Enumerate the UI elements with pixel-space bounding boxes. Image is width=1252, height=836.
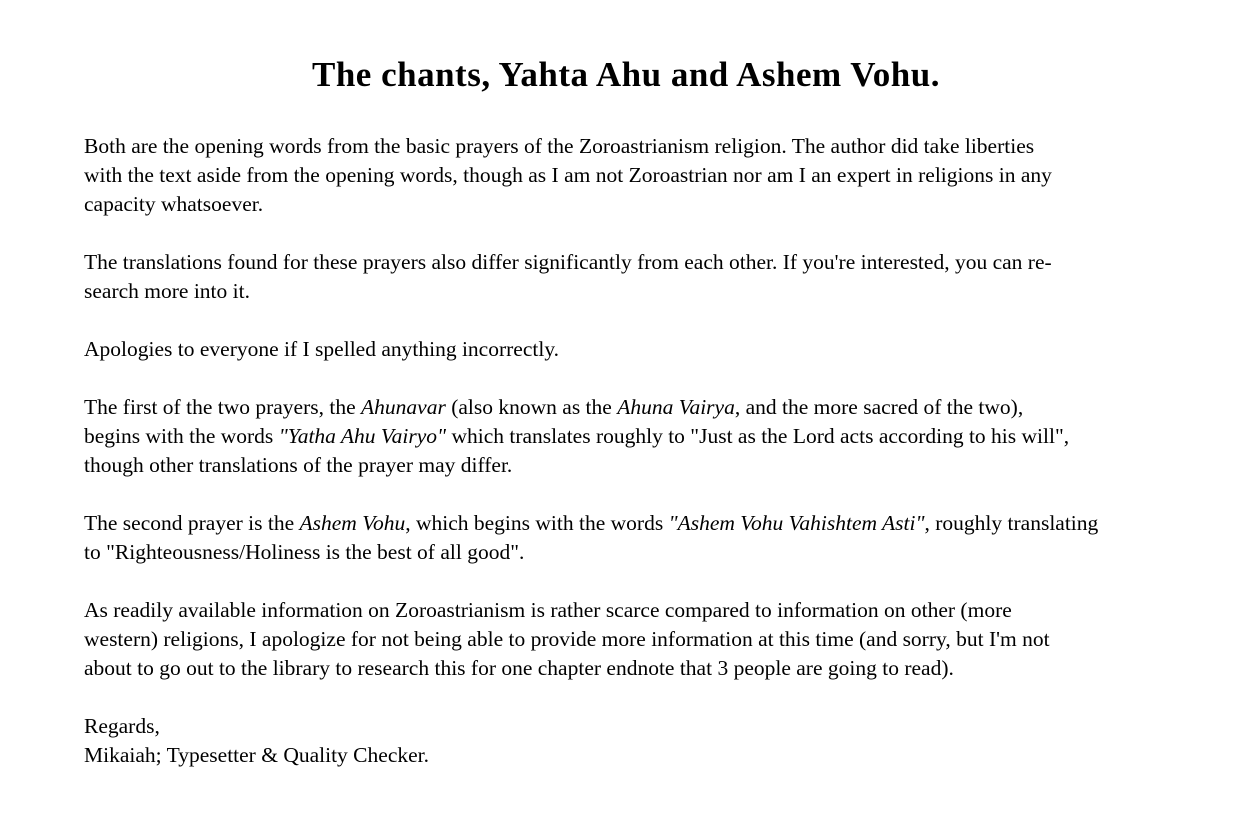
paragraph [84,248,1192,306]
text-line [84,393,1192,422]
text-run: search more into it. [84,279,250,303]
text-run: which translates roughly to "Just as the Lord acts according to his will", [446,424,1070,448]
text-run: with the text aside from the opening words, though as I am not Zoroastrian nor am I an expert in religions in any [84,163,1052,187]
endnote-body [84,132,1192,770]
text-line [84,538,1192,567]
text-run: The second prayer is the [84,511,300,535]
text-line [84,712,1192,741]
text-line [84,132,1192,161]
text-run: begins with the words [84,424,279,448]
text-run: western) religions, I apologize for not being able to provide more information at this time (and sorry, but I'm not [84,627,1050,651]
text-line [84,654,1192,683]
text-line [84,509,1192,538]
text-run: The first of the two prayers, the [84,395,362,419]
italic-text-run: Ahuna Vairya [617,395,735,419]
text-line [84,161,1192,190]
italic-text-run: Ahunavar [361,395,446,419]
text-run: Mikaiah; Typesetter & Quality Checker. [84,743,429,767]
page-title: The chants, Yahta Ahu and Ashem Vohu. [312,55,940,94]
text-line [84,335,1192,364]
italic-text-run: Ashem Vohu [299,511,406,535]
paragraph [84,596,1192,683]
paragraph [84,509,1192,567]
text-line [84,277,1192,306]
text-line [84,451,1192,480]
paragraph [84,132,1192,219]
text-run: capacity whatsoever. [84,192,264,216]
text-run: , and the more sacred of the two), [734,395,1024,419]
paragraph [84,393,1192,480]
text-line [84,596,1192,625]
text-line [84,741,1192,770]
text-run: Apologies to everyone if I spelled anything incorrectly. [84,337,560,361]
paragraph [84,712,1192,770]
text-run: As readily available information on Zoroastrianism is rather scarce compared to information on other (more [84,598,1012,622]
text-run: to "Righteousness/Holiness is the best of all good". [84,540,525,564]
text-run: (also known as the [445,395,618,419]
text-run: Regards, [84,714,160,738]
italic-text-run: "Yatha Ahu Vairyo" [278,424,447,448]
text-run: about to go out to the library to research this for one chapter endnote that 3 people are going to read). [84,656,954,680]
text-line [84,190,1192,219]
text-run: Both are the opening words from the basic prayers of the Zoroastrianism religion. The author did take liberties [84,134,1035,158]
paragraph [84,335,1192,364]
text-line [84,248,1192,277]
text-line [84,625,1192,654]
text-run: though other translations of the prayer may differ. [84,453,513,477]
text-run: , which begins with the words [405,511,669,535]
italic-text-run: "Ashem Vohu Vahishtem Asti" [668,511,925,535]
text-run: , roughly translating [924,511,1099,535]
text-line [84,422,1192,451]
text-run: The translations found for these prayers also differ significantly from each other. If you're interested, you can re- [84,250,1052,274]
